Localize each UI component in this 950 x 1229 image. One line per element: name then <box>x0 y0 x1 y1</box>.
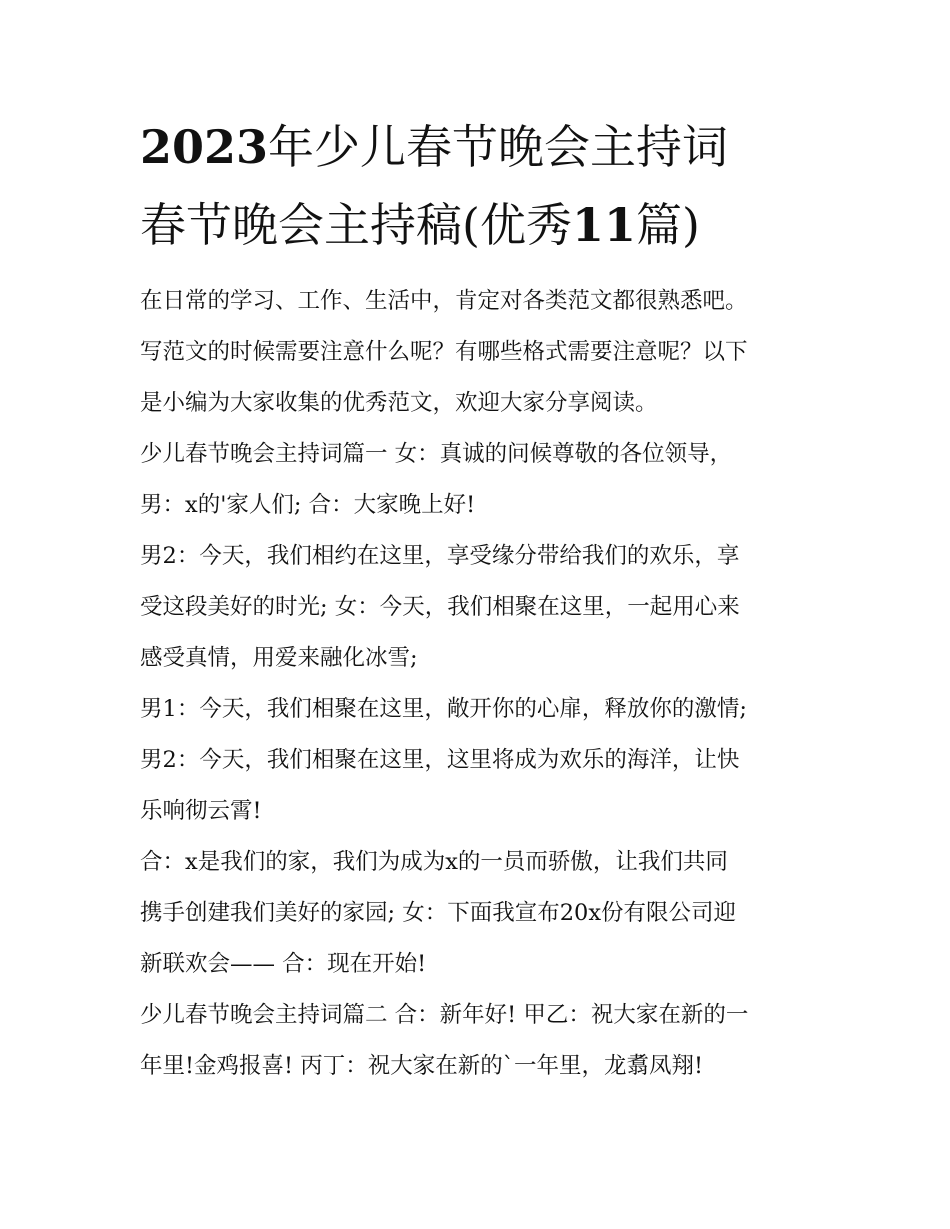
body-line: 少儿春节晚会主持词篇一 女：真诚的问候尊敬的各位领导， <box>140 441 733 467</box>
body-line: 受这段美好的时光; 女：今天，我们相聚在这里，一起用心来 <box>140 594 740 620</box>
body-line: 男1：今天，我们相聚在这里，敞开你的心扉，释放你的激情; <box>140 696 747 722</box>
body-line: 年里!金鸡报喜! 丙丁：祝大家在新的`一年里，龙翥凤翔! <box>140 1053 704 1079</box>
document-title-line-1 <box>140 118 840 176</box>
body-line: 是小编为大家收集的优秀范文，欢迎大家分享阅读。 <box>140 390 658 416</box>
body-line: 写范文的时候需要注意什么呢？有哪些格式需要注意呢？以下 <box>140 339 748 365</box>
document-body <box>140 276 820 1092</box>
document-title-line-2 <box>140 196 840 254</box>
body-line: 在日常的学习、工作、生活中，肯定对各类范文都很熟悉吧。 <box>140 288 748 314</box>
body-line: 男2：今天，我们相约在这里，享受缘分带给我们的欢乐，享 <box>140 543 740 569</box>
body-line: 男2：今天，我们相聚在这里，这里将成为欢乐的海洋，让快 <box>140 747 740 773</box>
body-line: 新联欢会—— 合：现在开始! <box>140 951 427 977</box>
body-line: 感受真情，用爱来融化冰雪; <box>140 645 418 671</box>
title-line-1-text: 年少儿春节晚会主持词 <box>268 120 729 174</box>
body-line: 合：x是我们的家，我们为成为x的一员而骄傲，让我们共同 <box>140 849 728 875</box>
title-count: 11 <box>571 198 636 252</box>
title-line-2-suffix: 篇) <box>635 198 700 252</box>
body-line: 乐响彻云霄! <box>140 798 262 824</box>
title-year: 2023 <box>140 120 269 174</box>
body-line: 男：x的'家人们; 合：大家晚上好! <box>140 492 476 518</box>
body-line: 少儿春节晚会主持词篇二 合：新年好! 甲乙：祝大家在新的一 <box>140 1002 749 1028</box>
body-line: 携手创建我们美好的家园; 女：下面我宣布20x份有限公司迎 <box>140 900 737 926</box>
title-line-2-prefix: 春节晚会主持稿(优秀 <box>140 198 572 252</box>
